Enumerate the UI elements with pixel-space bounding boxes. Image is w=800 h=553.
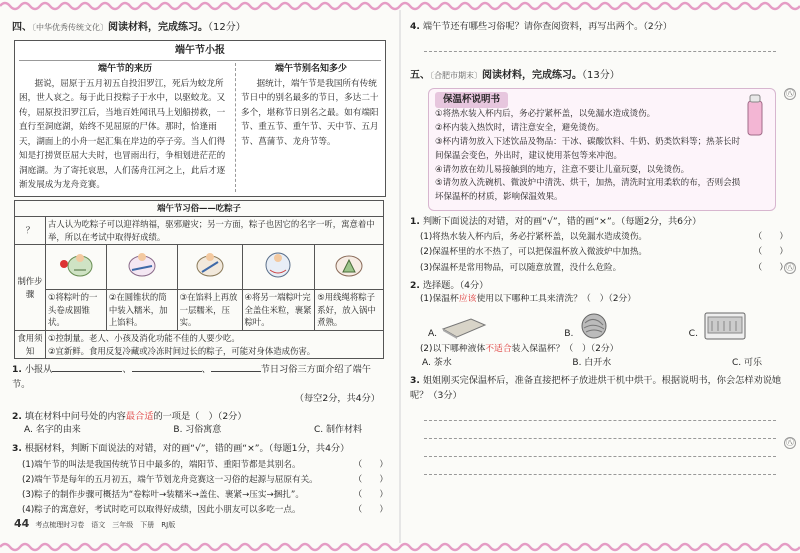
- left-question-2: 2. 填在材料中问号处的内容最合适的一项是（ ）（2分） A. 名字的由来 B. 习俗寓意 C. 制作材料: [12, 410, 388, 438]
- q3-answer-line[interactable]: [424, 403, 776, 421]
- r-q1-item: (3)保温杯是常用物品，可以随意放置，没什么危险。 （ ）: [410, 262, 788, 275]
- right-question-3: 3. 姐姐刚买完保温杯后，准备直接把杯子放进烘干机中烘干。根据说明书，你会怎样劝说她呢？（3分）: [410, 374, 788, 475]
- r-q1-answer-bracket[interactable]: （ ）: [753, 247, 788, 258]
- r-q1-item: (2)保温杯里的水不热了，可以把保温杯放入微波炉中加热。 （ ）: [410, 246, 788, 259]
- option-a[interactable]: A.: [428, 309, 487, 341]
- step-text-3: ③在馅料上再放一层糯米，压实。: [177, 290, 242, 331]
- r-q1-answer-bracket[interactable]: （ ）: [753, 262, 788, 273]
- step-text-2: ②在圆锥状的筒中装入糯米，加上馅料。: [106, 290, 177, 331]
- step-text-5: ⑤用线绳将粽子系好，放入锅中煮熟。: [315, 290, 384, 331]
- names-title: 端午节别名知多少: [274, 64, 347, 74]
- manual-line: ⑤请勿放入洗碗机、微波炉中清洗、烘干，加热，清洗时宜用柔软的布，否则会损坏保温杯的材质，影响保温效果。: [435, 178, 741, 203]
- leaf-fold-icon: [56, 248, 96, 282]
- manual-line: ④请勿放在幼儿易接触到的地方，注意不要让儿童玩耍，以免烫伤。: [435, 164, 690, 175]
- q3-item: (2)端午节是每年的五月初五，端午节划龙舟竞赛这一习俗的起源与屈原有关。 （ ）: [12, 474, 388, 487]
- q2-option-a[interactable]: A. 名字的由来: [24, 425, 81, 436]
- origin-article: [19, 63, 236, 192]
- option-c[interactable]: C.: [689, 309, 748, 341]
- right-question-4: 4. 端午节还有哪些习俗呢？请你查阅资料，再写出两个。（2分）: [410, 20, 788, 52]
- page-number: 44: [14, 517, 30, 530]
- q3-answer-line[interactable]: [424, 421, 776, 439]
- q3-item: (3)粽子的制作步骤可概括为“卷粽叶→装糯米→盖住、裹紧→压实→捆扎”。 （ ）: [12, 489, 388, 502]
- question-mark-cell: ？: [15, 217, 46, 245]
- step-image-5: [315, 245, 384, 290]
- q3-answer-bracket[interactable]: （ ）: [353, 474, 388, 485]
- origin-text: 据说，屈原于五月初五自投汨罗江，死后为蛟龙所困，世人哀之。每于此日投粽子于水中，以驱蛟龙。又传，屈原投汨罗江后，当地百姓闻讯马上划船捞救，一直行至洞庭湖，始终不见屈原的尸体。那时，恰逢雨天，湖面上的小舟一起汇集在岸边的亭子旁。当人们得知是打捞贤臣屈大夫时，也冒雨出行，争相划进茫茫的洞庭湖。为了寄托哀思，人们荡舟江河之上，此后才逐渐发展成为龙舟竞赛。: [19, 78, 226, 190]
- soft-cloth-icon: [441, 311, 487, 341]
- q3-answer-line[interactable]: [424, 439, 776, 457]
- names-text: 据统计，端午节是我国所有传统节日中的别名最多的节日，多达二十多个，堪称节日别名之最。如有端阳节、重五节、重午节、天中节、五月节、菖蒲节、龙舟节等。: [241, 78, 379, 147]
- right-question-1: 1. 判断下面说法的对错，对的画“√”，错的画“×”。（每题2分，共6分） (1)将热水装入杯内后，务必拧紧杯盖，以免漏水造成烫伤。 （ ） (2)保温杯里的水不热了，可以把保温杯放入微波炉中加热。 （ ） (3)保温杯是常用物品，可以随意放置，没什么危险。 （ ）: [410, 215, 788, 275]
- rice-fill-icon: [122, 248, 162, 282]
- newspaper-box: [14, 40, 386, 198]
- q3-answer-bracket[interactable]: （ ）: [353, 490, 388, 501]
- custom-intro: 古人认为吃粽子可以迎祥纳福，驱邪避灾；另一方面，粽子也因它的名字一听，寓意着中举，所以在考试中取得好成绩。: [46, 217, 384, 245]
- step-image-2: [106, 245, 177, 290]
- step-image-3: [177, 245, 242, 290]
- binding-mark: ㊇: [786, 263, 794, 272]
- newspaper-title: 端午节小报: [19, 41, 381, 62]
- page-spine: [399, 10, 401, 543]
- steps-label: 制作步骤: [15, 245, 46, 331]
- thermos-cup-icon: [745, 93, 765, 137]
- manual-line: ③杯内请勿放入下述饮品及物品：干冰、碳酸饮料、牛奶、奶类饮料等；热茶长时间保温会变色，外出时，建议使用茶包等来冲泡。: [435, 137, 741, 161]
- r-q1-answer-bracket[interactable]: （ ）: [753, 232, 788, 243]
- q2-sub2-options: [410, 357, 788, 371]
- names-article: [236, 63, 381, 192]
- dishwasher-icon: [702, 309, 748, 341]
- binding-mark: ㊇: [786, 89, 794, 98]
- page-footer: [14, 517, 175, 530]
- right-question-2: 2. 选择题。（4分） (1)保温杯应该使用以下哪种工具来清洗？（ ）（2分） A. B. C. (2)以下哪种液体不适合装入保温杯？（ ）（2分） A. 茶水 B. 白开水 C. 可乐: [410, 279, 788, 370]
- footer-text: 考点梳理时习卷 语文 三年级 下册 RJ版: [35, 521, 176, 529]
- sub2-option-c[interactable]: C. 可乐: [731, 357, 762, 368]
- left-question-3: 3. 根据材料，判断下面说法的对错，对的画“√”，错的画“×”。（每题1分，共4分） (1)端午节的叫法是我国传统节日中最多的，端阳节、重阳节都是其别名。 （ ） (2)端午节是每年的五月初五，端午节划龙舟竞赛这一习俗的起源与屈原有关。 （ ） (3)粽子的制作步骤可概括为“卷粽叶→装糯米→盖住、裹紧→压实→捆扎”。 （ ） (4)粽子的寓意好，考试时吃可以取得好成绩，因此小朋友可以多吃一点。 （ ）: [12, 442, 388, 518]
- section-five-heading: 五、〔合肥市期末〕阅读材料，完成练习。（13分）: [410, 70, 620, 82]
- manual-line: ①将热水装入杯内后，务必拧紧杯盖，以免漏水造成烫伤。: [435, 109, 656, 120]
- notice-label: 食用须知: [15, 331, 46, 359]
- custom-table: [14, 200, 384, 359]
- sub2-option-a[interactable]: A. 茶水: [422, 357, 452, 368]
- tie-string-icon: [258, 248, 298, 282]
- q3-item: (4)粽子的寓意好，考试时吃可以取得好成绩，因此小朋友可以多吃一点。 （ ）: [12, 504, 388, 517]
- leaf-wrap-icon: [190, 248, 230, 282]
- q3-answer-bracket[interactable]: （ ）: [353, 459, 388, 470]
- step-text-1: ①将粽叶的一头卷成圆锥状。: [46, 290, 107, 331]
- q2-sub2: (2)以下哪种液体不适合装入保温杯？（ ）（2分）: [420, 343, 619, 354]
- q3-answer-bracket[interactable]: （ ）: [353, 505, 388, 516]
- q3-answer-line[interactable]: [424, 457, 776, 475]
- left-column: [12, 14, 388, 518]
- q1-blank-1[interactable]: [52, 371, 122, 372]
- finished-zongzi-icon: [329, 248, 369, 282]
- q1-blank-2[interactable]: [132, 371, 202, 372]
- q2-sub1: (1)保温杯应该使用以下哪种工具来清洗？（ ）（2分）: [420, 294, 637, 305]
- step-image-1: [46, 245, 107, 290]
- option-b[interactable]: B.: [564, 309, 611, 341]
- custom-title: 端午节习俗——吃粽子: [15, 201, 384, 217]
- r-q1-item: (1)将热水装入杯内后，务必拧紧杯盖，以免漏水造成烫伤。 （ ）: [410, 231, 788, 244]
- q2-option-c[interactable]: C. 制作材料: [313, 425, 362, 436]
- section-four-heading: 四、〔中华优秀传统文化〕阅读材料，完成练习。（12分）: [12, 22, 246, 33]
- thermos-manual: [428, 88, 776, 211]
- right-column: [410, 14, 788, 475]
- binding-mark: ㊇: [786, 438, 794, 447]
- step-image-4: [242, 245, 315, 290]
- origin-title: 端午节的来历: [97, 64, 152, 74]
- left-question-1: 1. 小报从 、 、 节日习俗三方面介绍了端午节。 （每空2分，共4分）: [12, 363, 388, 406]
- q1-blank-3[interactable]: [211, 371, 261, 372]
- steel-wool-icon: [577, 311, 611, 341]
- q2-options: [12, 424, 388, 438]
- q1-score: （每空2分，共4分）: [294, 392, 380, 404]
- manual-title: 保温杯说明书: [435, 92, 508, 109]
- manual-line: ②杯内装入热饮时，请注意安全，避免烫伤。: [435, 123, 605, 134]
- q3-item: (1)端午节的叫法是我国传统节日中最多的，端阳节、重阳节都是其别名。 （ ）: [12, 459, 388, 472]
- q2-option-b[interactable]: B. 习俗寓意: [173, 425, 222, 436]
- step-text-4: ④将另一端粽叶完全盖住米粒，裹紧粽叶。: [242, 290, 315, 331]
- notice-cell: ①控制量。老人、小孩及消化功能不佳的人要少吃。 ②宜新鲜。食用反复冷藏或冷冻时间过长的粽子，可能对身体造成伤害。: [46, 331, 384, 359]
- q4-answer-line[interactable]: [424, 34, 776, 52]
- sub2-option-b[interactable]: B. 白开水: [572, 357, 612, 368]
- q2-sub1-options: [410, 307, 788, 341]
